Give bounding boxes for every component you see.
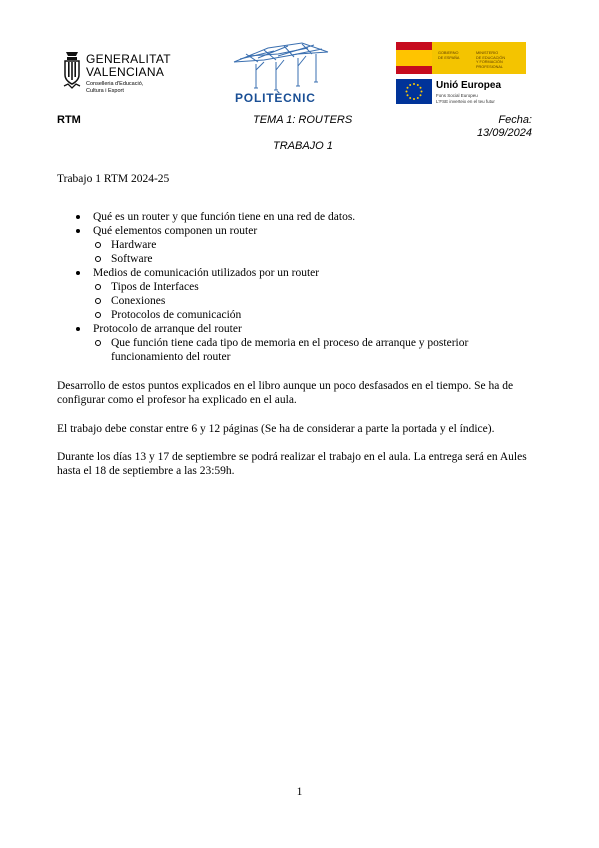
es-ministry-line1: MINISTERIO xyxy=(476,51,499,55)
politecnic-name: POLITÈCNIC xyxy=(235,91,316,105)
sub-list-item-text: Conexiones xyxy=(111,295,166,307)
sub-list-item-text: Software xyxy=(111,253,153,265)
es-ministry-line2: DE EDUCACIÓN xyxy=(476,55,506,60)
list-item-text: Qué elementos componen un router xyxy=(93,225,258,237)
sub-list-item-text: Protocolos de comunicación xyxy=(111,309,242,321)
es-line2: DE ESPAÑA xyxy=(438,55,460,60)
date-block xyxy=(460,114,532,140)
topic-title: TEMA 1: ROUTERS xyxy=(253,114,353,126)
gobierno-espana-logo xyxy=(396,42,526,74)
generalitat-emblem-icon xyxy=(62,50,82,92)
list-item-text: Qué es un router y que función tiene en una red de datos. xyxy=(93,211,356,223)
eu-sub-line1: Fons Social Europeu xyxy=(436,93,478,98)
document-title: Trabajo 1 RTM 2024-25 xyxy=(57,173,170,185)
circle-bullet-icon xyxy=(95,284,101,290)
eu-sub-line2: L'FSE inverteix en el teu futur xyxy=(436,98,495,104)
list-item xyxy=(93,224,543,266)
gva-sub-line2: Cultura i Esport xyxy=(86,88,124,94)
sub-list xyxy=(93,238,543,266)
politecnic-logo xyxy=(228,40,336,106)
sub-list-item-text: Tipos de Interfaces xyxy=(111,281,199,293)
es-line1: GOBIERNO xyxy=(438,51,459,55)
module-code: RTM xyxy=(57,114,81,126)
paragraph-development: Desarrollo de estos puntos explicados en el libro aunque un poco desfasados en el tiempo. Se ha de configurar como el profesor ha explicado en el aula. xyxy=(57,380,514,406)
sub-list-item xyxy=(111,294,543,308)
list-item xyxy=(93,210,543,224)
page-number: 1 xyxy=(296,786,303,798)
circle-bullet-icon xyxy=(95,312,101,318)
circle-bullet-icon xyxy=(95,242,101,248)
sub-list-item xyxy=(111,336,543,364)
list-item-text: Medios de comunicación utilizados por un router xyxy=(93,267,320,279)
list-item xyxy=(93,322,543,364)
sub-list-item xyxy=(111,252,543,266)
date-value: 13/09/2024 xyxy=(476,127,532,139)
circle-bullet-icon xyxy=(95,298,101,304)
paragraph-length: El trabajo debe constar entre 6 y 12 páginas (Se ha de considerar a parte la portada y el índice). xyxy=(57,423,495,435)
sub-list-item xyxy=(111,308,543,322)
bullet-icon xyxy=(76,215,80,219)
assignment-subtitle: TRABAJO 1 xyxy=(273,140,333,152)
bullet-icon xyxy=(76,327,80,331)
circle-bullet-icon xyxy=(95,256,101,262)
gva-name-line1: GENERALITAT xyxy=(86,52,171,66)
circle-bullet-icon xyxy=(95,340,101,346)
list-item xyxy=(93,266,543,322)
list-item-text: Protocolo de arranque del router xyxy=(93,323,242,335)
eu-title: Unió Europea xyxy=(436,80,502,91)
generalitat-logo xyxy=(62,48,182,108)
gva-name-line2: VALENCIANA xyxy=(86,65,165,79)
eu-flag-icon xyxy=(396,79,432,104)
sub-list-item-text: Hardware xyxy=(111,239,157,251)
sub-list-item xyxy=(111,280,543,294)
paragraph-delivery: Durante los días 13 y 17 de septiembre se podrá realizar el trabajo en el aula. La entrega será en Aules hasta el 18 de septiembre a las 23:59h. xyxy=(57,451,527,477)
sub-list-item-text: Que función tiene cada tipo de memoria en el proceso de arranque y posterior funcionamiento del router xyxy=(111,337,469,363)
es-ministry-line3: Y FORMACIÓN PROFESIONAL xyxy=(476,60,504,69)
bullet-icon xyxy=(76,271,80,275)
date-label: Fecha: xyxy=(498,114,532,126)
spain-flag-icon xyxy=(396,42,432,74)
topics-list xyxy=(57,210,543,364)
funding-logos xyxy=(396,42,532,108)
sub-list-item xyxy=(111,238,543,252)
sub-list xyxy=(93,336,543,364)
politecnic-roof-icon xyxy=(228,40,336,92)
gva-sub-line1: Conselleria d'Educació, xyxy=(86,81,144,87)
sub-list xyxy=(93,280,543,322)
bullet-icon xyxy=(76,229,80,233)
